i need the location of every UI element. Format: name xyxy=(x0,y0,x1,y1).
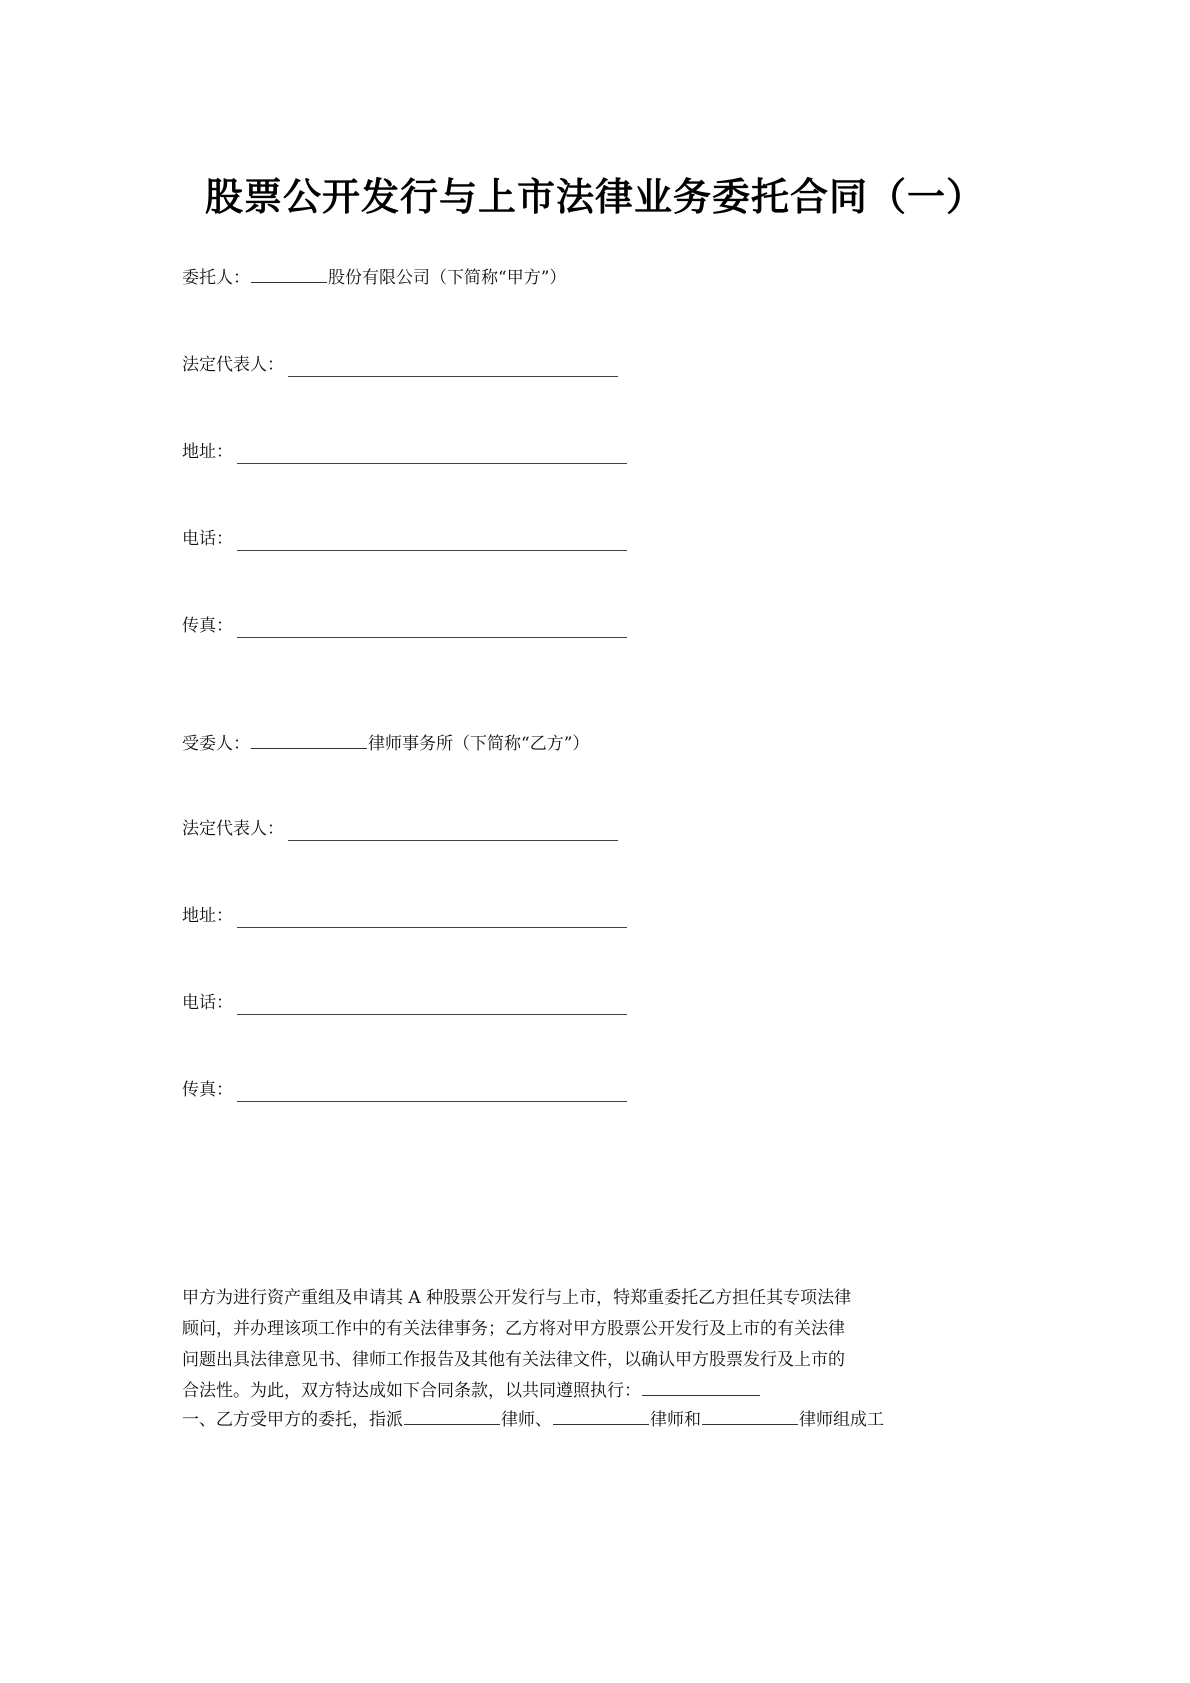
clause-1-text-a: 一、乙方受甲方的委托，指派 xyxy=(182,1410,403,1430)
preamble-line-text: 合法性。为此，双方特达成如下合同条款，以共同遵照执行： xyxy=(182,1381,641,1401)
agent-label: 受委人： xyxy=(182,734,250,754)
preamble-blank[interactable] xyxy=(642,1378,760,1396)
agent-fax-blank[interactable] xyxy=(237,1083,627,1102)
client-fax-blank[interactable] xyxy=(237,619,627,638)
client-legal-rep-field xyxy=(182,353,618,377)
lawyer-3-blank[interactable] xyxy=(702,1407,798,1425)
agent-legal-rep-blank[interactable] xyxy=(288,822,618,841)
lawyer-2-blank[interactable] xyxy=(553,1407,649,1425)
client-legal-rep-blank[interactable] xyxy=(288,358,618,377)
field-label: 传真： xyxy=(182,1080,233,1100)
agent-fax-field xyxy=(182,1078,627,1102)
clause-1-text-c: 律师和 xyxy=(650,1410,701,1430)
agent-line xyxy=(182,731,589,756)
agent-address-blank[interactable] xyxy=(237,909,627,928)
client-name-blank[interactable] xyxy=(251,265,327,283)
agent-address-field xyxy=(182,904,627,928)
clause-1 xyxy=(182,1407,884,1432)
document-title: 股票公开发行与上市法律业务委托合同（一） xyxy=(204,175,985,219)
preamble-paragraph xyxy=(182,1283,1018,1407)
client-suffix: 股份有限公司（下简称“甲方”） xyxy=(328,268,567,288)
agent-phone-field xyxy=(182,991,627,1015)
agent-suffix: 律师事务所（下简称“乙方”） xyxy=(368,734,590,754)
preamble-line: 顾问，并办理该项工作中的有关法律事务；乙方将对甲方股票公开发行及上市的有关法律 xyxy=(182,1319,845,1339)
field-label: 传真： xyxy=(182,616,233,636)
field-label: 法定代表人： xyxy=(182,819,284,839)
lawyer-1-blank[interactable] xyxy=(404,1407,500,1425)
preamble-line-last xyxy=(182,1376,1018,1407)
field-label: 地址： xyxy=(182,906,233,926)
field-label: 地址： xyxy=(182,442,233,462)
field-label: 电话： xyxy=(182,529,233,549)
agent-phone-blank[interactable] xyxy=(237,996,627,1015)
client-address-field xyxy=(182,440,627,464)
agent-legal-rep-field xyxy=(182,817,618,841)
client-label: 委托人： xyxy=(182,268,250,288)
preamble-line: 问题出具法律意见书、律师工作报告及其他有关法律文件，以确认甲方股票发行及上市的 xyxy=(182,1350,845,1370)
clause-1-text-d: 律师组成工 xyxy=(799,1410,884,1430)
clause-1-text-b: 律师、 xyxy=(501,1410,552,1430)
client-line xyxy=(182,265,566,290)
preamble-line: 甲方为进行资产重组及申请其 A 种股票公开发行与上市，特郑重委托乙方担任其专项法律 xyxy=(182,1288,852,1308)
client-address-blank[interactable] xyxy=(237,445,627,464)
client-phone-blank[interactable] xyxy=(237,532,627,551)
client-fax-field xyxy=(182,614,627,638)
field-label: 法定代表人： xyxy=(182,355,284,375)
agent-name-blank[interactable] xyxy=(251,731,367,749)
client-phone-field xyxy=(182,527,627,551)
field-label: 电话： xyxy=(182,993,233,1013)
